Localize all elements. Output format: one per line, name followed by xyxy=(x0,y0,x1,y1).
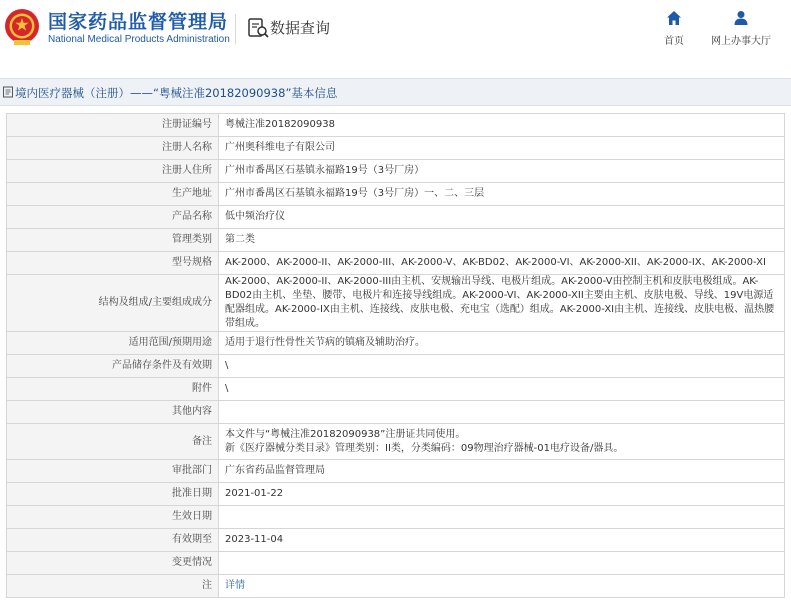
table-row xyxy=(7,401,785,424)
site-header xyxy=(0,0,791,62)
row-label: 变更情况 xyxy=(7,552,219,575)
row-label: 注册人名称 xyxy=(7,137,219,160)
table-row xyxy=(7,506,785,529)
row-label: 适用范围/预期用途 xyxy=(7,332,219,355)
row-value: 广州市番禺区石基镇永福路19号（3号厂房） xyxy=(219,160,785,183)
document-icon xyxy=(2,86,14,98)
details-link[interactable]: 详情 xyxy=(225,580,245,591)
row-value: 广东省药品监督管理局 xyxy=(219,460,785,483)
table-row xyxy=(7,378,785,401)
row-value xyxy=(219,552,785,575)
table-row xyxy=(7,460,785,483)
row-value xyxy=(219,506,785,529)
row-label: 结构及组成/主要组成成分 xyxy=(7,275,219,332)
row-value: 粤械注准20182090938 xyxy=(219,114,785,137)
row-label: 附件 xyxy=(7,378,219,401)
row-value: 适用于退行性骨性关节病的镇痛及辅助治疗。 xyxy=(219,332,785,355)
table-row xyxy=(7,355,785,378)
record-title-bar xyxy=(0,78,791,106)
row-value: 2023-11-04 xyxy=(219,529,785,552)
table-row xyxy=(7,252,785,275)
table-row xyxy=(7,183,785,206)
row-label: 生效日期 xyxy=(7,506,219,529)
row-value: 2021-01-22 xyxy=(219,483,785,506)
data-query-label: 数据查询 xyxy=(270,19,331,37)
table-row xyxy=(7,160,785,183)
registration-info-table xyxy=(6,113,785,598)
row-value xyxy=(219,401,785,424)
table-row xyxy=(7,332,785,355)
table-row xyxy=(7,137,785,160)
table-row xyxy=(7,424,785,460)
row-value: 第二类 xyxy=(219,229,785,252)
row-value: AK-2000、AK-2000-II、AK-2000-III由主机、安规输出导线、电极片组成。AK-2000-V由控制主机和皮肤电极组成。AK-BD02由主机、坐垫、腰带、电极片和连接导线组成。AK-2000-VI、AK-2000-XII主要由主机、皮肤电极、导线、19V电源适配器组成。AK-2000-IX由主机、连接线、皮肤电极、充电宝（选配）组成。AK-2000-XI由主机、连接线、皮肤电极、温热腰带组成。 xyxy=(219,275,785,332)
row-label: 产品名称 xyxy=(7,206,219,229)
header-divider xyxy=(235,14,236,44)
row-value: \ xyxy=(219,355,785,378)
remarks-line: 新《医疗器械分类目录》管理类别：II类，分类编码：09物理治疗器械-01电疗设备/器具。 xyxy=(225,442,624,454)
row-value: 低中频治疗仪 xyxy=(219,206,785,229)
user-icon xyxy=(733,10,749,26)
row-label: 批准日期 xyxy=(7,483,219,506)
row-label: 审批部门 xyxy=(7,460,219,483)
data-query-icon xyxy=(247,17,269,39)
nav-online-service-link[interactable] xyxy=(706,10,776,50)
brand-title-cn[interactable]: 国家药品监督管理局 xyxy=(48,11,229,33)
table-row xyxy=(7,483,785,506)
row-label: 备注 xyxy=(7,424,219,460)
row-label: 型号规格 xyxy=(7,252,219,275)
row-label: 注册证编号 xyxy=(7,114,219,137)
table-row xyxy=(7,529,785,552)
remarks-line: 本文件与“粤械注准20182090938”注册证共同使用。 xyxy=(225,428,466,440)
row-value: AK-2000、AK-2000-II、AK-2000-III、AK-2000-V、AK-BD02、AK-2000-VI、AK-2000-XII、AK-2000-IX、AK-2000-XI xyxy=(219,252,785,275)
table-row xyxy=(7,575,785,598)
remarks-value xyxy=(219,424,785,460)
brand-title-en[interactable]: National Medical Products Administration xyxy=(48,34,230,45)
nav-home-label: 首页 xyxy=(664,36,684,47)
nav-online-service-label: 网上办事大厅 xyxy=(711,36,771,47)
table-row xyxy=(7,114,785,137)
row-value xyxy=(219,575,785,598)
table-row xyxy=(7,206,785,229)
row-label: 生产地址 xyxy=(7,183,219,206)
row-label: 有效期至 xyxy=(7,529,219,552)
row-label: 其他内容 xyxy=(7,401,219,424)
table-row xyxy=(7,229,785,252)
row-label: 产品储存条件及有效期 xyxy=(7,355,219,378)
row-label: 注 xyxy=(7,575,219,598)
row-value: 广州奥科维电子有限公司 xyxy=(219,137,785,160)
nav-home-link[interactable] xyxy=(654,10,694,50)
home-icon xyxy=(666,10,682,26)
national-emblem-icon[interactable] xyxy=(4,7,40,47)
row-value: \ xyxy=(219,378,785,401)
row-label: 注册人住所 xyxy=(7,160,219,183)
table-row xyxy=(7,275,785,332)
table-row xyxy=(7,552,785,575)
row-label: 管理类别 xyxy=(7,229,219,252)
row-value: 广州市番禺区石基镇永福路19号（3号厂房）一、二、三层 xyxy=(219,183,785,206)
record-title: 境内医疗器械（注册）——“粤械注准20182090938”基本信息 xyxy=(15,86,338,100)
